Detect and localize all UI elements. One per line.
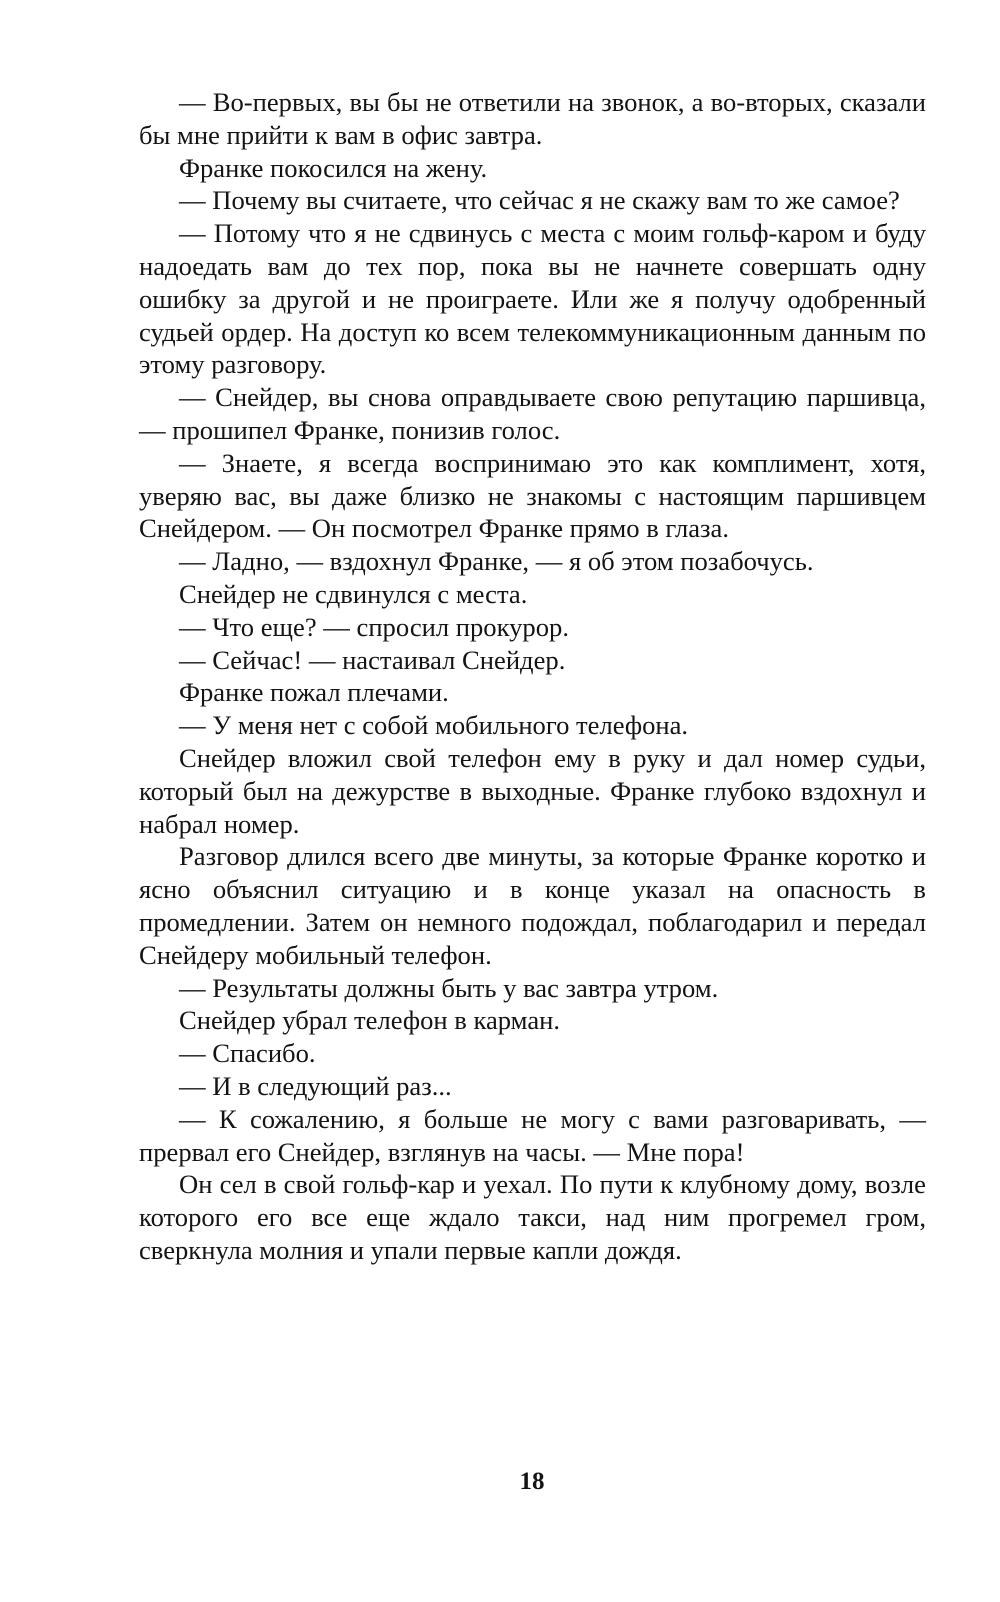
- paragraph: Франке пожал плечами.: [179, 677, 449, 708]
- paragraph: — Ладно, — вздохнул Франке, — я об этом позабочусь.: [179, 546, 814, 577]
- page-body: [139, 86, 926, 1267]
- paragraph: Он сел в свой гольф-кар и уехал. По пути к клубному дому, возле которого его все еще ждало такси, над ним прогремел гром, сверкнула молния и упали первые капли дождя.: [139, 1169, 926, 1265]
- paragraph: — Почему вы считаете, что сейчас я не скажу вам то же самое?: [179, 185, 900, 216]
- paragraph: — И в следующий раз...: [179, 1070, 452, 1101]
- paragraph: — Сейчас! — настаивал Снейдер.: [179, 644, 566, 675]
- page-number: 18: [519, 1468, 545, 1495]
- paragraph: — Спасибо.: [179, 1038, 316, 1069]
- paragraph: Франке покосился на жену.: [179, 152, 488, 183]
- paragraph: — Знаете, я всегда воспринимаю это как комплимент, хотя, уверяю вас, вы даже близко не знакомы с настоящим паршивцем Снейдером. — Он посмотрел Франке прямо в глаза.: [139, 447, 926, 544]
- paragraph: — Что еще? — спросил прокурор.: [179, 611, 569, 642]
- paragraph: — Потому что я не сдвинусь с места с моим гольф-каром и буду надоедать вам до тех пор, пока вы не начнете совершать одну ошибку за другой и не проиграете. Или же я получу одобренный судьей ордер. На доступ ко всем телекоммуникационным данным по этому разговору.: [139, 218, 926, 380]
- paragraph: Снейдер не сдвинулся с места.: [179, 578, 528, 609]
- paragraph: — У меня нет с собой мобильного телефона.: [179, 710, 689, 741]
- paragraph: Снейдер вложил свой телефон ему в руку и дал номер судьи, который был на дежурстве в выходные. Франке глубоко вздохнул и набрал номер.: [139, 742, 926, 839]
- paragraph: Снейдер убрал телефон в карман.: [179, 1005, 560, 1036]
- paragraph: — Результаты должны быть у вас завтра утром.: [179, 972, 719, 1003]
- paragraph: — Снейдер, вы снова оправдываете свою репутацию паршивца, — прошипел Франке, понизив голос.: [139, 382, 926, 445]
- paragraph: — К сожалению, я больше не могу с вами разговаривать, — прервал его Снейдер, взглянув на часы. — Мне пора!: [139, 1103, 926, 1167]
- paragraph: Разговор длился всего две минуты, за которые Франке коротко и ясно объяснил ситуацию и в конце указал на опасность в промедлении. Затем он немного подождал, поблагодарил и передал Снейдеру мобильный телефон.: [139, 841, 926, 970]
- paragraph: — Во-первых, вы бы не ответили на звонок, а во-вторых, сказали бы мне прийти к вам в офис завтра.: [139, 87, 926, 150]
